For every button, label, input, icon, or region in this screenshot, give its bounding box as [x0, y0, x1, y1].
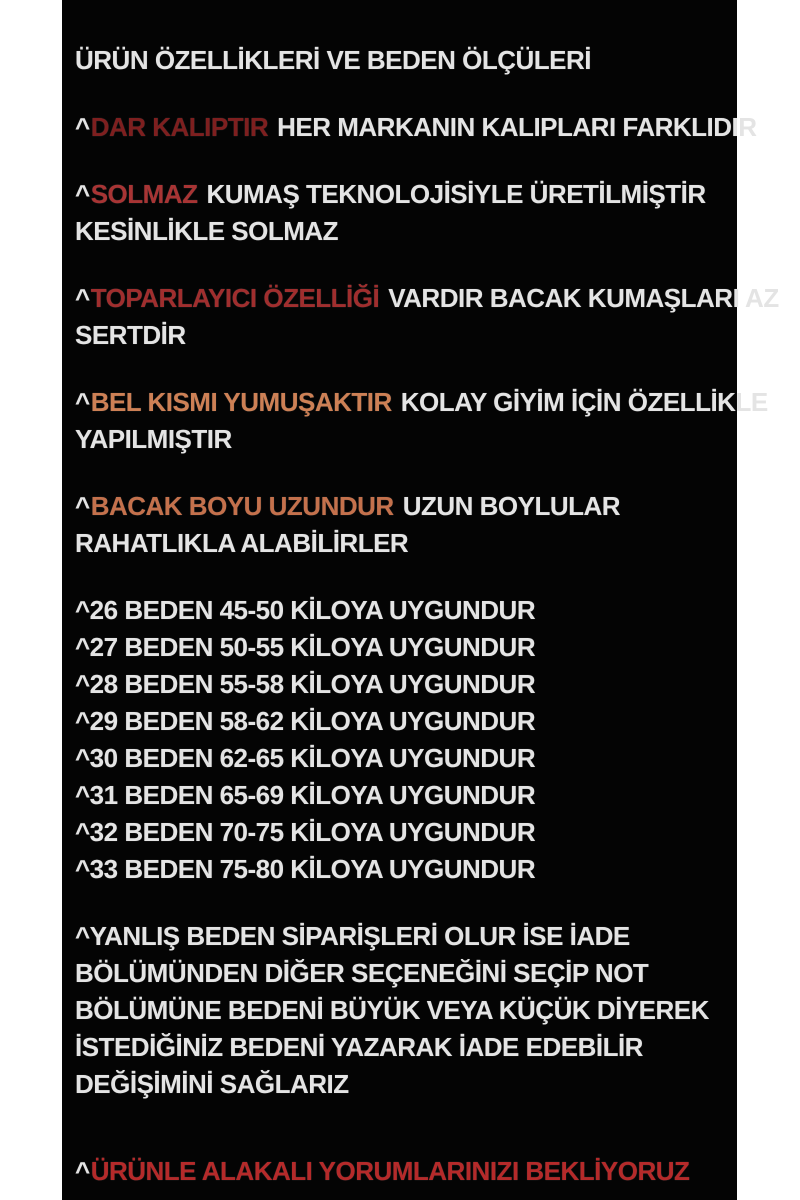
feature-text-line2: SERTDİR — [75, 320, 186, 350]
feature-highlight: TOPARLAYICI ÖZELLİĞİ — [90, 283, 380, 313]
feature-highlight: SOLMAZ — [90, 179, 198, 209]
return-policy-line: İSTEDİĞİNİZ BEDENİ YAZARAK İADE EDEBİLİR — [75, 1032, 643, 1062]
caret-marker: ^ — [75, 179, 90, 209]
feature-bel-kismi — [75, 384, 768, 458]
feature-text-line2: RAHATLIKLA ALABİLİRLER — [75, 528, 409, 558]
page-title: ÜRÜN ÖZELLİKLERİ VE BEDEN ÖLÇÜLERİ — [75, 45, 592, 75]
feature-line — [75, 384, 768, 421]
size-row: ^28 BEDEN 55-58 KİLOYA UYGUNDUR — [75, 669, 536, 699]
return-policy — [75, 918, 721, 1103]
caret-marker: ^ — [75, 491, 90, 521]
caret-marker: ^ — [75, 1156, 90, 1186]
feature-text: HER MARKANIN KALIPLARI FARKLIDIR — [277, 112, 757, 142]
feature-highlight: DAR KALIPTIR — [90, 112, 269, 142]
size-row: ^30 BEDEN 62-65 KİLOYA UYGUNDUR — [75, 743, 536, 773]
size-row: ^33 BEDEN 75-80 KİLOYA UYGUNDUR — [75, 854, 536, 884]
feature-text: UZUN BOYLULAR — [402, 491, 621, 521]
footer-line — [75, 1153, 721, 1190]
feature-highlight: BEL KISMI YUMUŞAKTIR — [90, 387, 392, 417]
feature-dar-kaliptir — [75, 109, 757, 146]
description-panel — [62, 0, 779, 1200]
feature-line — [75, 176, 721, 213]
feature-text-line2: YAPILMIŞTIR — [75, 424, 232, 454]
caret-marker: ^ — [75, 387, 90, 417]
size-row: ^29 BEDEN 58-62 KİLOYA UYGUNDUR — [75, 706, 536, 736]
size-chart — [75, 592, 721, 888]
feature-text: KOLAY GİYİM İÇİN ÖZELLİKLE — [400, 387, 768, 417]
size-row: ^27 BEDEN 50-55 KİLOYA UYGUNDUR — [75, 632, 536, 662]
caret-marker: ^ — [75, 283, 90, 313]
size-row: ^32 BEDEN 70-75 KİLOYA UYGUNDUR — [75, 817, 536, 847]
feature-solmaz — [75, 176, 721, 250]
feature-text: KUMAŞ TEKNOLOJİSİYLE ÜRETİLMİŞTİR — [206, 179, 706, 209]
feature-line — [75, 280, 779, 317]
return-policy-line: ^YANLIŞ BEDEN SİPARİŞLERİ OLUR İSE İADE — [75, 921, 630, 951]
feature-toparlayici — [75, 280, 779, 354]
size-row: ^31 BEDEN 65-69 KİLOYA UYGUNDUR — [75, 780, 536, 810]
feature-text-line2: KESİNLİKLE SOLMAZ — [75, 216, 339, 246]
size-row: ^26 BEDEN 45-50 KİLOYA UYGUNDUR — [75, 595, 536, 625]
feature-text: VARDIR BACAK KUMAŞLARI AZ — [388, 283, 779, 313]
feature-bacak-boyu — [75, 488, 721, 562]
return-policy-line: BÖLÜMÜNE BEDENİ BÜYÜK VEYA KÜÇÜK DİYEREK — [75, 995, 709, 1025]
return-policy-line: BÖLÜMÜNDEN DİĞER SEÇENEĞİNİ SEÇİP NOT — [75, 958, 649, 988]
caret-marker: ^ — [75, 112, 90, 142]
feature-highlight: BACAK BOYU UZUNDUR — [90, 491, 394, 521]
footer-note — [75, 1153, 721, 1190]
footer-text: ÜRÜNLE ALAKALI YORUMLARINIZI BEKLİYORUZ — [90, 1156, 690, 1186]
feature-line — [75, 109, 757, 146]
return-policy-line: DEĞİŞİMİNİ SAĞLARIZ — [75, 1069, 349, 1099]
feature-line — [75, 488, 721, 525]
